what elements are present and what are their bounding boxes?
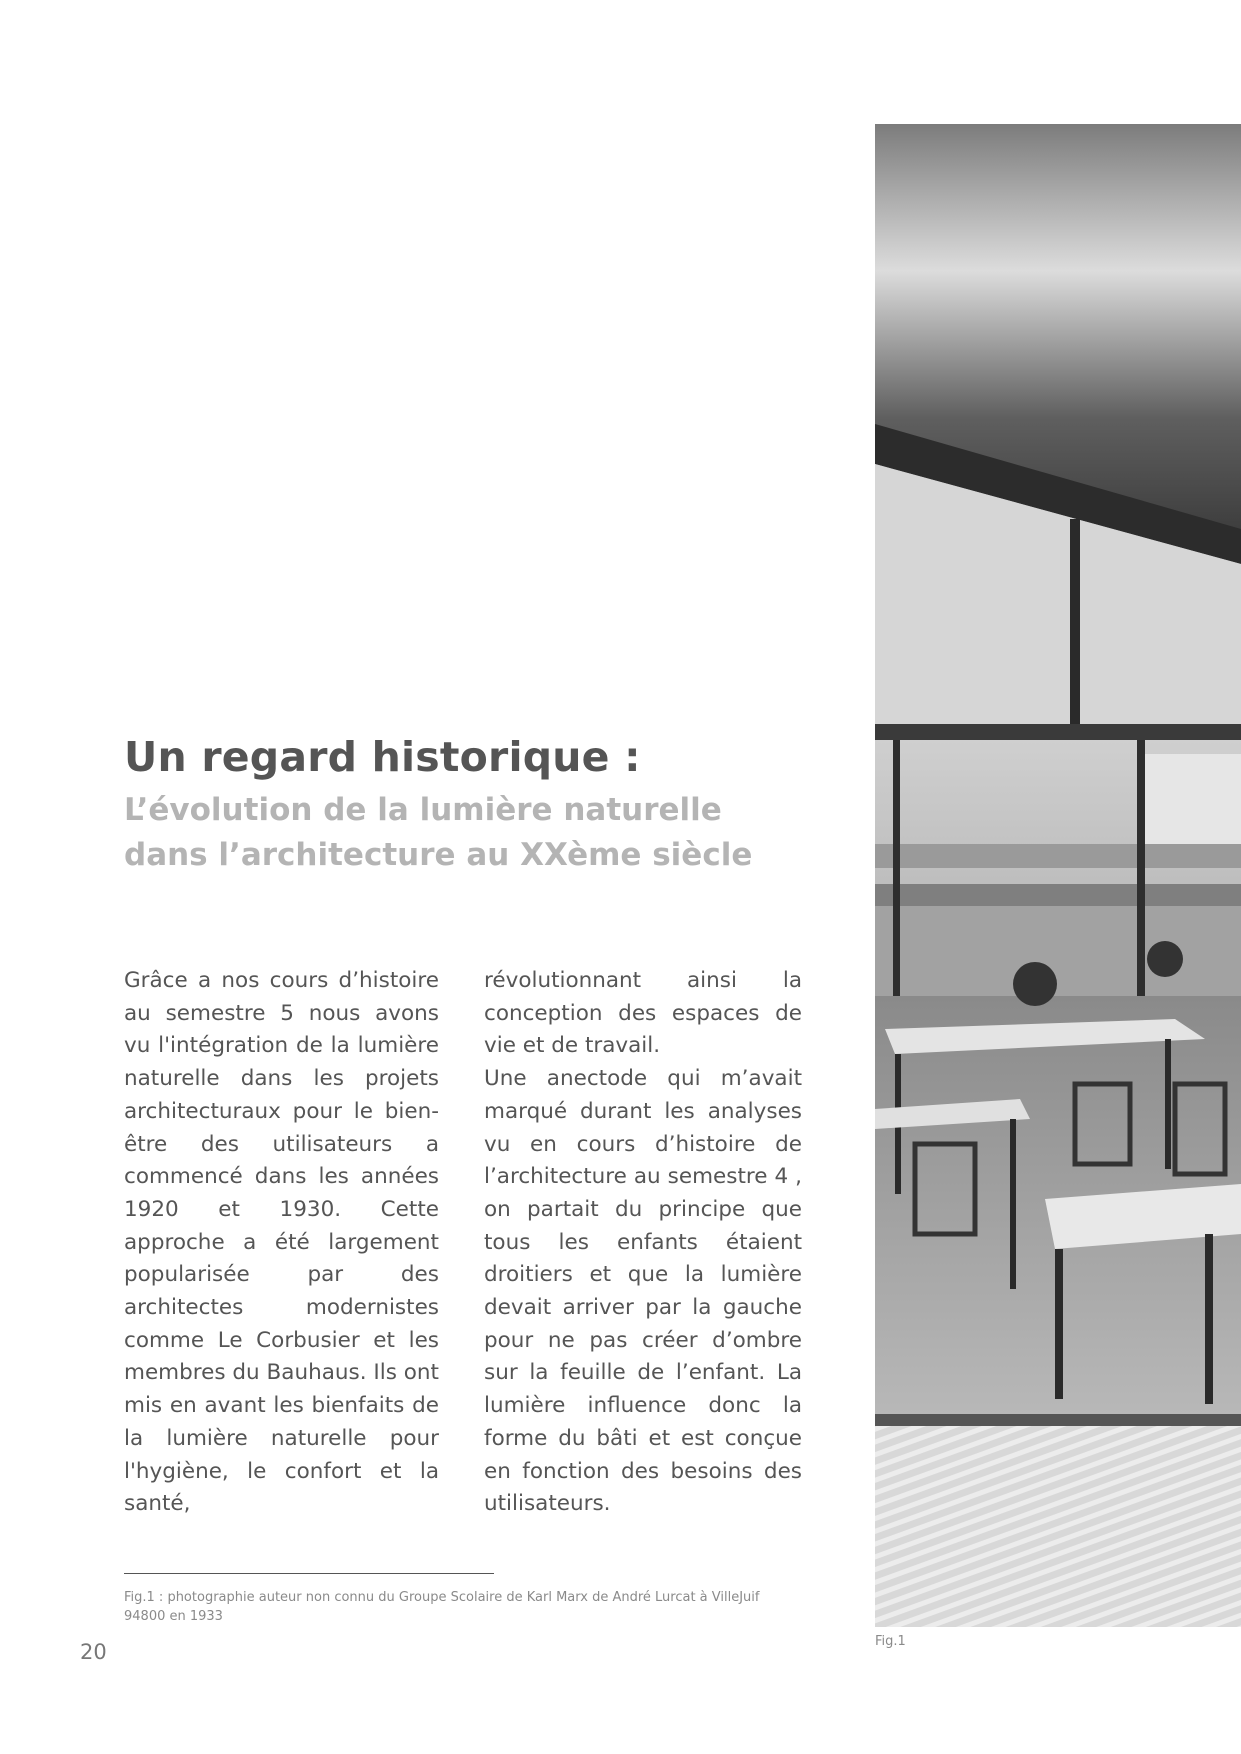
body-column-left: [124, 965, 439, 1521]
page-number: 20: [80, 1640, 107, 1664]
page-subtitle: L’évolution de la lumière naturelle dans l’architecture au XXème siècle: [124, 792, 753, 873]
footnote-divider: [124, 1573, 494, 1574]
body-paragraph-3: Une anectode qui m’avait marqué durant les analyses vu en cours d’histoire de l’architecture au semestre 4 , on partait du principe que tous les enfants étaient droitiers et que la lumière devait arriver par la gauche pour ne pas créer d’ombre sur la feuille de l’enfant. La lumière influence donc la forme du bâti et est conçue en fonction des besoins des utilisateurs.: [484, 1066, 802, 1517]
figure-photo: [875, 124, 1241, 1627]
body-paragraph-1: Grâce a nos cours d’histoire au semestre 5 nous avons vu l'intégration de la lumière naturelle dans les projets architecturaux pour le bien-être des utilisateurs a commencé dans les années 1920 et 1930. Cette approche a été largement popularisée par des architectes modernistes comme Le Corbusier et les membres du Bauhaus. Ils ont mis en avant les bienfaits de la lumière naturelle pour l'hygiène, le confort et la santé,: [124, 968, 439, 1517]
body-column-right: [484, 965, 802, 1521]
figure-label: Fig.1: [875, 1634, 906, 1649]
body-paragraph-2: révolutionnant ainsi la conception des espaces de vie et de travail.: [484, 968, 802, 1059]
page-title: Un regard historique :: [124, 733, 641, 781]
footnote: Fig.1 : photographie auteur non connu du Groupe Scolaire de Karl Marx de André Lurcat à VilleJuif 94800 en 1933: [124, 1590, 760, 1624]
